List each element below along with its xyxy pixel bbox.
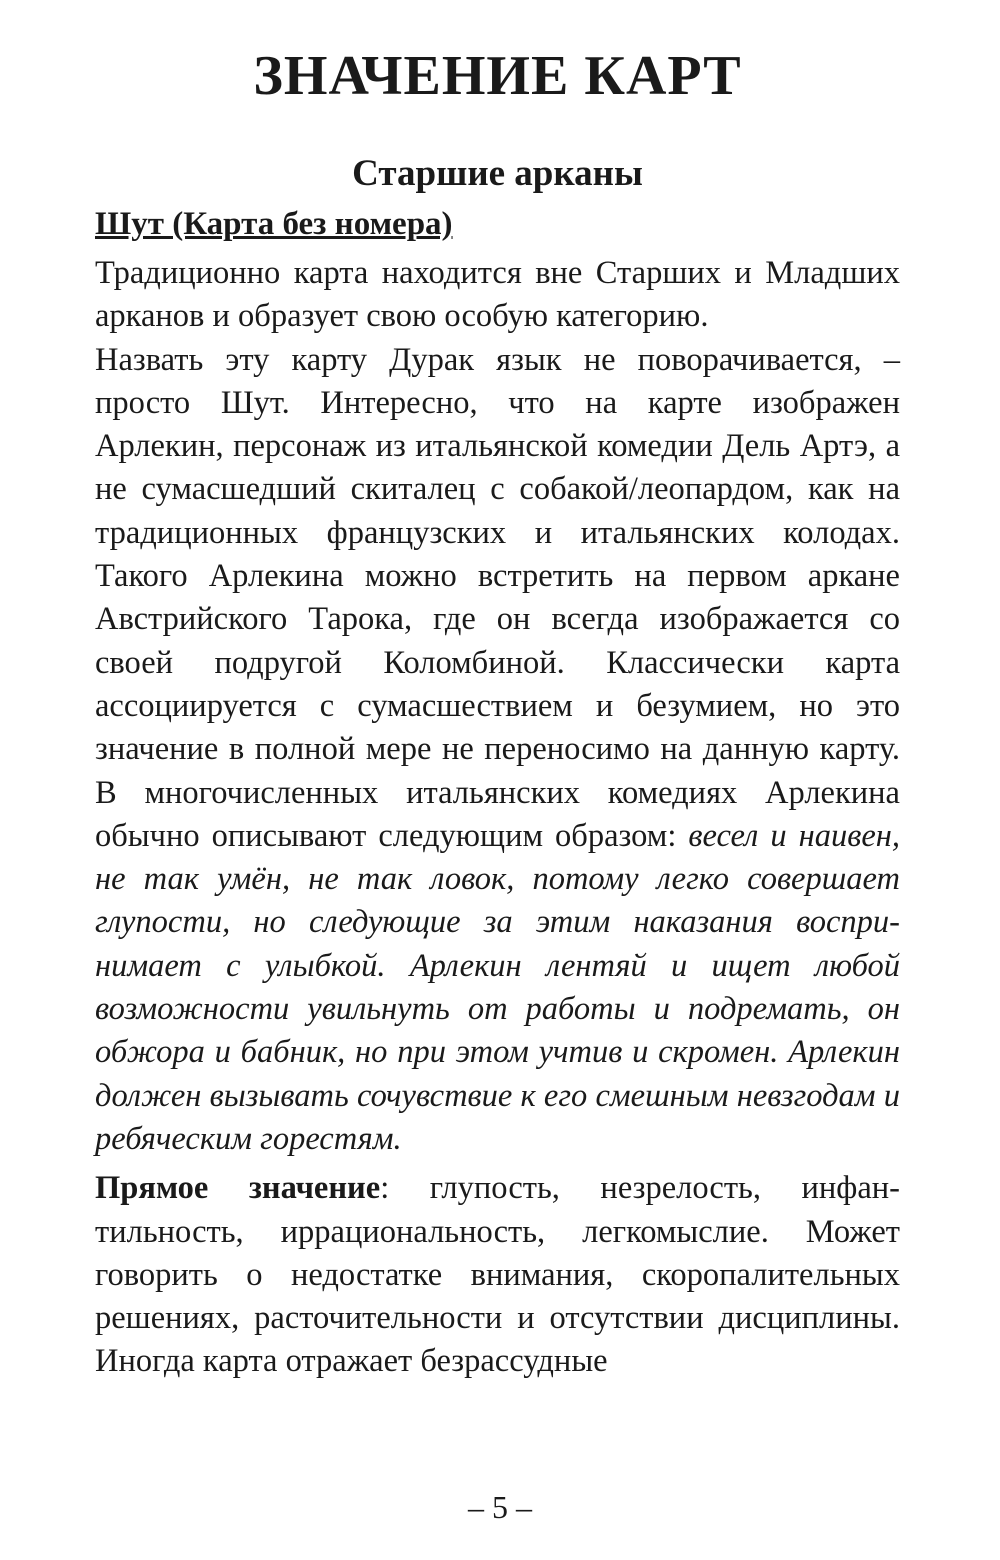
card-heading: Шут (Карта без номера) bbox=[95, 206, 453, 242]
upright-meaning-text: : глупость, незрелость, инфантильность, иррациональность, легкомыслие. Может говорить о недостатке внимания, скоропалительных решениях, расточительности и отсутствии дисциплины. Иногда карта отражает безрассудные bbox=[95, 1170, 900, 1380]
description-text: Назвать эту карту Дурак язык не поворачивается, – просто Шут. Интересно, что на карте изображен Арлекин, персонаж из итальянской комедии Дель Артэ, а не сумасшедший скиталец с собакой/леопардом, как на традиционных французских и итальянских колодах. Такого Арлекина можно встретить на первом аркане Австрийского Тарока, где он всегда изображается со своей подругой Коломбиной. Классически карта ассоциируется с сумасшествием и безумием, но это значение в полной мере не переносимо на данную карту. В многочисленных итальянских комедиях Арлекина обычно описывают следующим образом: bbox=[95, 341, 900, 854]
upright-meaning-label: Прямое значение bbox=[95, 1170, 381, 1207]
description-quote: весел и наивен, не так умён, не так ловок, потому легко совершает глупости, но следующие за этим наказания воспринимает с улыбкой. Арлекин лентяй и ищет любой возможности увильнуть от работы и подремать, он обжора и бабник, но при этом учтив и скромен. Арлекин должен вызывать сочувствие к его смешным невзгодам и ребяческим горестям. bbox=[95, 817, 901, 1157]
page-title: ЗНАЧЕНИЕ КАРТ bbox=[253, 45, 742, 107]
section-subtitle: Старшие арканы bbox=[352, 153, 643, 194]
paragraph-intro: Традиционно карта находится вне Старших и Младших арканов и образует свою особую категорию. bbox=[95, 255, 900, 335]
paragraph-description bbox=[95, 339, 900, 1162]
paragraph-upright-meaning bbox=[95, 1167, 900, 1383]
page-content bbox=[95, 38, 900, 1384]
page-number: – 5 – bbox=[468, 1489, 532, 1525]
